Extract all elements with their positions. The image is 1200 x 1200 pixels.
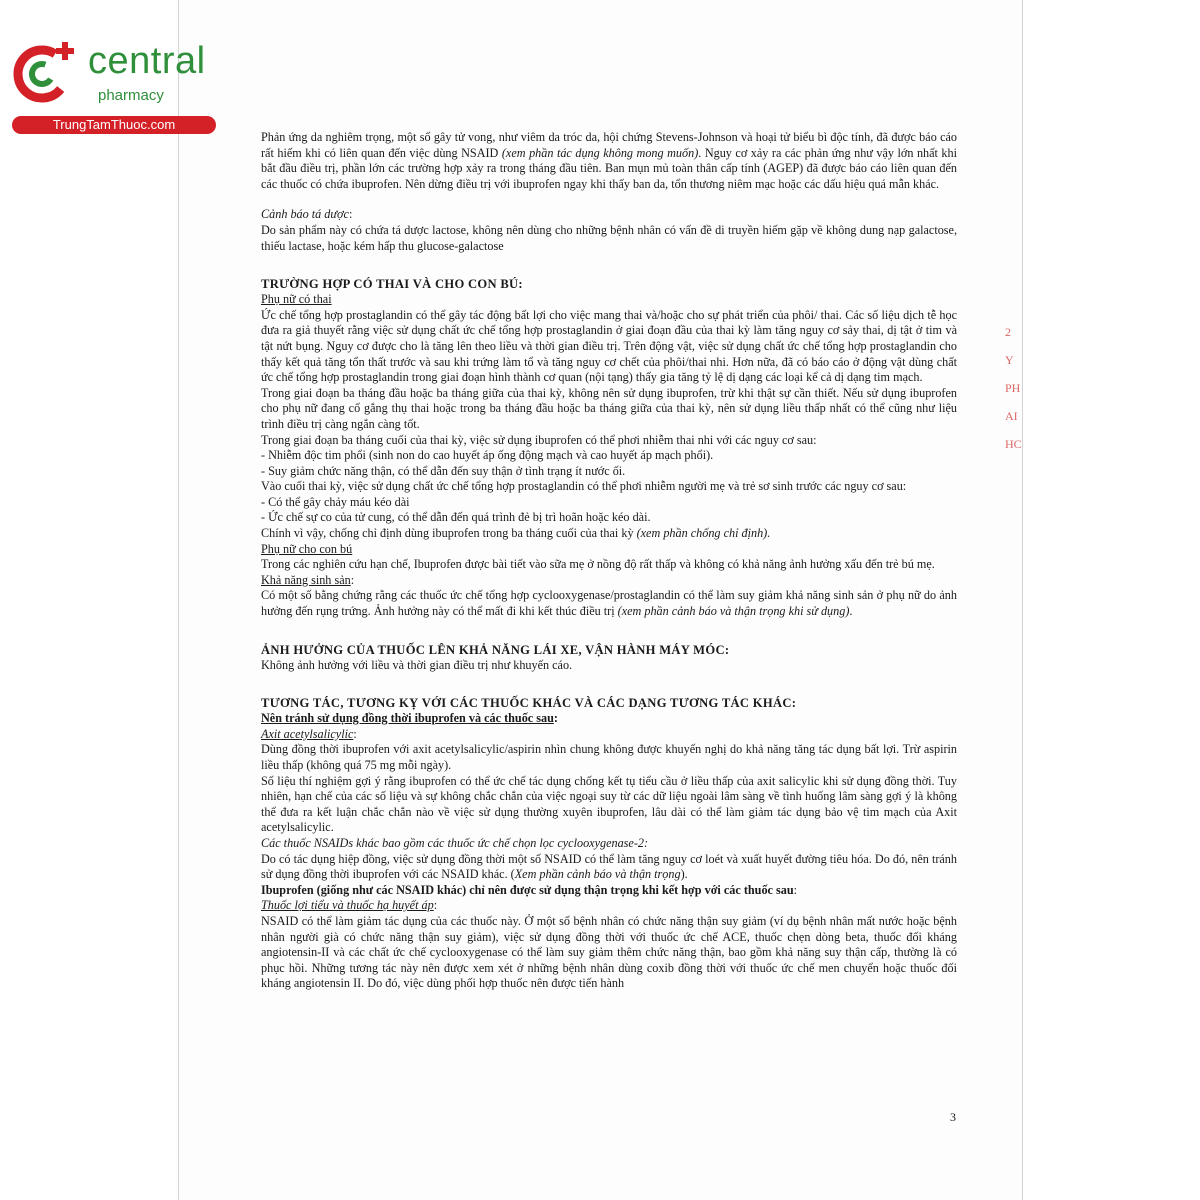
document-body	[261, 130, 957, 992]
page-number: 3	[950, 1110, 956, 1124]
paragraph: Có một số bằng chứng rằng các thuốc ức chế tổng hợp cyclooxygenase/prostaglandin có thể làm suy giảm khả năng sinh sản ở phụ nữ do ảnh hưởng đến rụng trứng. Ảnh hưởng này có thể mất đi khi kết thúc điều trị (xem phần cảnh báo và thận trọng khi sử dụng).	[261, 588, 957, 619]
list-item: - Ức chế sự co của tử cung, có thể dẫn đến quá trình đẻ bị trì hoãn hoặc kéo dài.	[261, 510, 651, 525]
section-heading: TƯƠNG TÁC, TƯƠNG KỴ VỚI CÁC THUỐC KHÁC VÀ CÁC DẠNG TƯƠNG TÁC KHÁC:	[261, 696, 797, 711]
paragraph: Phản ứng da nghiêm trọng, một số gây tử vong, như viêm da tróc da, hội chứng Stevens-Johnson và hoại tử biểu bì độc tính, đã được báo cáo rất hiếm khi có liên quan đến việc dùng NSAID (xem phần tác dụng không mong muốn). Nguy cơ xảy ra các phản ứng như vậy lớn nhất khi bắt đầu điều trị, phần lớn các trường hợp xảy ra trong tháng đầu tiên. Ban mụn mủ toàn thân cấp tính (AGEP) đã được báo cáo liên quan đến các thuốc có chứa ibuprofen. Nên dừng điều trị với ibuprofen ngay khi thấy ban da, tổn thương niêm mạc hoặc các dấu hiệu quá mẫn khác.	[261, 130, 958, 191]
list-item: - Suy giảm chức năng thận, có thể dẫn đến suy thận ở tình trạng ít nước ối.	[261, 463, 626, 478]
paragraph: Do có tác dụng hiệp đồng, việc sử dụng đồng thời một số NSAID có thể làm tăng nguy cơ loét và xuất huyết đường tiêu hóa. Do đó, nên tránh sử dụng đồng thời ibuprofen với các NSAID khác. (Xem phần cảnh báo và thận trọng).	[261, 851, 957, 882]
logo-sub-text: pharmacy	[98, 87, 164, 104]
list-item: - Nhiễm độc tim phổi (sinh non do cao huyết áp ống động mạch và cao huyết áp mạch phổi).	[261, 448, 714, 463]
section-subtitle: Nên tránh sử dụng đồng thời ibuprofen và các thuốc sau:	[261, 711, 558, 726]
paragraph: Trong giai đoạn ba tháng cuối của thai kỳ, việc sử dụng ibuprofen có thể phơi nhiễm thai nhi với các nguy cơ sau:	[261, 432, 817, 447]
paragraph: Ức chế tổng hợp prostaglandin có thể gây tác động bất lợi cho việc mang thai và/hoặc cho sự phát triển của phôi/ thai. Các số liệu dịch tễ học đưa ra giả thuyết rằng việc sử dụng chất ức chế tổng hợp prostaglandin ở giai đoạn đầu của thai kỳ làm tăng nguy cơ sảy thai, dị tật ở tim và tật nứt bụng. Nguy cơ được cho là tăng lên theo liều và thời gian điều trị. Trên động vật, việc sử dụng chất ức chế tổng hợp prostaglandin cho thấy kết quả tăng tổn thất trước và sau khi trứng làm tổ và tăng nguy cơ chết của phôi/thai nhi. Hơn nữa, đã có báo cáo ở động vật dùng chất ức chế tổng hợp prostaglandin trong giai đoạn hình thành cơ quan (nội tạng) thấy gia tăng tỷ lệ dị dạng các loại kể cả dị dạng tim mạch.	[261, 307, 957, 385]
section-subtitle: Ibuprofen (giống như các NSAID khác) chỉ nên được sử dụng thận trọng khi kết hợp với các thuốc sau:	[261, 882, 797, 897]
paragraph: NSAID có thể làm giảm tác dụng của các thuốc này. Ở một số bệnh nhân có chức năng thận suy giảm (ví dụ bệnh nhân mất nước hoặc bệnh nhân người già có chức năng thận suy giảm), việc sử dụng đồng thời với thuốc ức chế ACE, thuốc chẹn dòng beta, thuốc đối kháng angiotensin-II và các chất ức chế cyclooxygenase có thể làm suy giảm thêm chức năng thận, bao gồm khả năng suy thận cấp, thường là có phục hồi. Những tương tác này nên được xem xét ở những bệnh nhân dùng coxib đồng thời với thuốc ức chế men chuyển hoặc thuốc đối kháng angiotensin II. Do đó, việc dùng phối hợp thuốc nên được tiến hành	[261, 913, 957, 991]
paragraph: Vào cuối thai kỳ, việc sử dụng chất ức chế tổng hợp prostaglandin có thể phơi nhiễm người mẹ và trẻ sơ sinh trước các nguy cơ sau:	[261, 479, 907, 494]
paragraph: Dùng đồng thời ibuprofen với axit acetylsalicylic/aspirin nhìn chung không được khuyến nghị do khả năng tăng tác dụng bất lợi. Trừ aspirin liều thấp (không quá 75 mg mỗi ngày).	[261, 742, 957, 772]
section-subtitle: Phụ nữ có thai	[261, 292, 332, 307]
pharmacy-logo-icon	[8, 38, 86, 116]
logo-site-badge[interactable]: TrungTamThuoc.com	[12, 116, 216, 134]
logo-brand-text: central	[88, 40, 206, 82]
section-subtitle: Cảnh báo tá dược:	[261, 207, 353, 222]
paragraph: Chính vì vậy, chống chỉ định dùng ibuprofen trong ba tháng cuối của thai kỳ (xem phần chống chỉ định).	[261, 526, 771, 541]
paragraph: Do sản phẩm này có chứa tá dược lactose, không nên dùng cho những bệnh nhân có vấn đề di truyền hiếm gặp về không dung nạp galactose, thiếu lactase, hoặc kém hấp thu glucose-galactose	[261, 222, 957, 253]
section-heading: TRƯỜNG HỢP CÓ THAI VÀ CHO CON BÚ:	[261, 277, 523, 292]
section-subtitle: Axit acetylsalicylic:	[261, 726, 357, 741]
section-subtitle: Khả năng sinh sản:	[261, 572, 355, 587]
red-stamp-fragment: 2 Y PH AI HC	[1005, 325, 1022, 451]
section-heading: ẢNH HƯỞNG CỦA THUỐC LÊN KHẢ NĂNG LÁI XE, VẬN HÀNH MÁY MÓC:	[261, 642, 730, 657]
central-pharmacy-logo[interactable]	[8, 38, 218, 138]
section-subtitle: Phụ nữ cho con bú	[261, 541, 353, 556]
section-subtitle: Các thuốc NSAIDs khác bao gồm các thuốc ức chế chọn lọc cyclooxygenase-2:	[261, 835, 649, 850]
paragraph: Trong các nghiên cứu hạn chế, Ibuprofen được bài tiết vào sữa mẹ ở nồng độ rất thấp và không có khả năng ảnh hưởng xấu đến trẻ bú mẹ.	[261, 557, 935, 572]
paragraph: Số liệu thí nghiệm gợi ý rằng ibuprofen có thể ức chế tác dụng chống kết tụ tiểu cầu ở liều thấp của axit salicylic khi sử dụng đồng thời. Tuy nhiên, hạn chế của các số liệu và sự không chắc chắn của việc ngoại suy từ các dữ liệu ngoài lâm sàng về tình huống lâm sàng gợi ý là không thể đưa ra kết luận chắc chắn nào về việc sử dụng thường xuyên ibuprofen, lâu dài có thể làm giảm tác dụng bảo vệ tim mạch của Axit acetylsalicylic.	[261, 773, 957, 835]
paragraph: Trong giai đoạn ba tháng đầu hoặc ba tháng giữa của thai kỳ, không nên sử dụng ibuprofen, trừ khi thật sự cần thiết. Nếu sử dụng ibuprofen cho phụ nữ đang cố gắng thụ thai hoặc trong ba tháng đầu hoặc ba tháng giữa của thai kỳ, nên sử dụng liều thấp nhất có thể cũng như liệu trình điều trị càng ngắn càng tốt.	[261, 385, 957, 431]
paragraph: Không ảnh hưởng với liều và thời gian điều trị như khuyến cáo.	[261, 657, 573, 672]
list-item: - Có thể gây chảy máu kéo dài	[261, 494, 410, 509]
section-subtitle: Thuốc lợi tiểu và thuốc hạ huyết áp:	[261, 898, 438, 913]
